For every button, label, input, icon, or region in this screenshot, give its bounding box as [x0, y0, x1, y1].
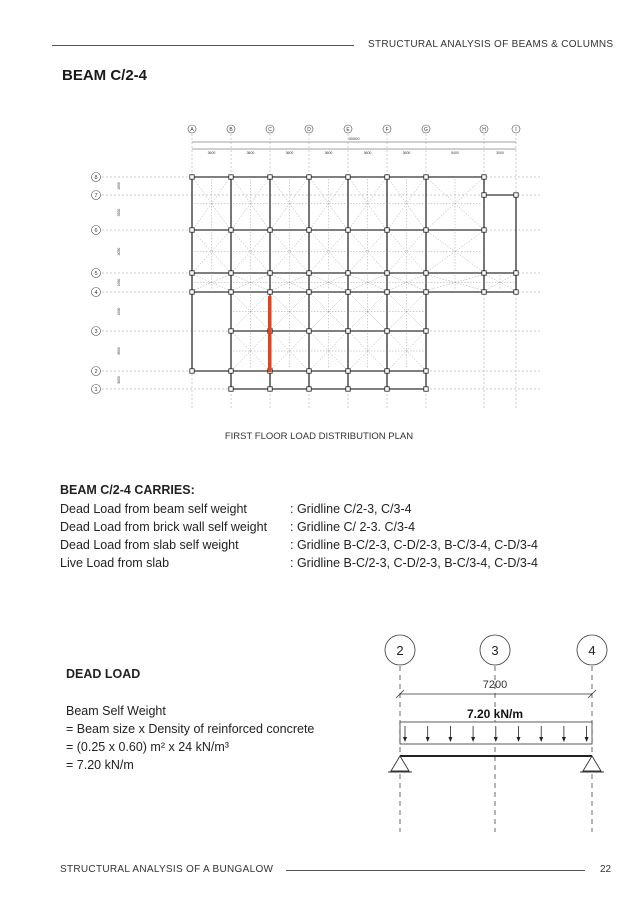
column-marker: [307, 271, 311, 275]
column-marker: [346, 369, 350, 373]
page-number: 22: [600, 864, 612, 875]
slab-panel: [194, 232, 229, 271]
column-marker: [482, 175, 486, 179]
slab-panel: [311, 275, 346, 290]
load-label: Dead Load from slab self weight: [60, 538, 239, 552]
y-dim-label: 1650: [117, 307, 121, 316]
column-marker: [229, 271, 233, 275]
column-marker: [268, 387, 272, 391]
footer-rule: [286, 870, 585, 871]
row-bubble: [92, 385, 101, 394]
load-distribution-plan: [80, 118, 540, 408]
column-label: H: [482, 127, 486, 133]
slab-panel: [389, 333, 424, 369]
x-dim-label: 3600: [324, 151, 333, 155]
x-dimension-labels: [208, 151, 504, 155]
column-label: E: [346, 127, 350, 133]
footer-title: STRUCTURAL ANALYSIS OF A BUNGALOW: [60, 864, 274, 875]
calc-line: Beam Self Weight: [66, 704, 166, 718]
column-marker: [424, 329, 428, 333]
beams: [192, 177, 516, 389]
column-marker: [346, 387, 350, 391]
grid-lines: [102, 134, 540, 408]
slab-panel: [311, 232, 346, 271]
load-row: [60, 500, 538, 518]
slab-panel: [350, 275, 385, 290]
y-dim-label: 1650: [117, 182, 121, 190]
column-bubble: [266, 125, 274, 133]
column-marker: [307, 329, 311, 333]
x-dim-label: 3600: [402, 151, 411, 155]
slab-panel: [350, 333, 385, 369]
dimension-lines: [192, 142, 516, 149]
slab-panel: [350, 179, 385, 228]
y-dim-label: 3600: [117, 376, 121, 384]
column-bubble: [383, 125, 391, 133]
column-marker: [424, 228, 428, 232]
column-marker: [307, 387, 311, 391]
column-marker: [346, 329, 350, 333]
slab-panel: [389, 179, 424, 228]
column-marker: [268, 228, 272, 232]
column-bubble: [480, 125, 488, 133]
column-marker: [385, 271, 389, 275]
column-marker: [482, 228, 486, 232]
column-grid-bubbles: [188, 125, 520, 133]
slab-panel: [272, 333, 307, 369]
x-dim-label: 3600: [246, 151, 255, 155]
highlighted-beam-c-2-4: [268, 296, 272, 372]
slab-panel: [311, 179, 346, 228]
column-marker: [482, 193, 486, 197]
slab-panel: [350, 232, 385, 271]
slab-panel: [272, 294, 307, 329]
column-marker: [385, 175, 389, 179]
column-marker: [229, 228, 233, 232]
column-marker: [385, 387, 389, 391]
row-grid-bubbles: [92, 173, 101, 394]
row-label: 5: [94, 271, 98, 277]
y-dim-label: 3600: [117, 347, 121, 355]
column-marker: [385, 228, 389, 232]
beam-load-diagram: [370, 632, 620, 837]
column-label: F: [385, 127, 389, 133]
column-marker: [190, 290, 194, 294]
column-bubble: [188, 125, 196, 133]
column-marker: [229, 290, 233, 294]
column-marker: [346, 228, 350, 232]
column-marker: [385, 290, 389, 294]
column-marker: [229, 387, 233, 391]
x-dim-label: 3600: [363, 151, 372, 155]
column-bubble: [344, 125, 352, 133]
slab-panel: [350, 294, 385, 329]
column-marker: [385, 329, 389, 333]
row-label: 7: [94, 193, 98, 199]
header-title: STRUCTURAL ANALYSIS OF BEAMS & COLUMNS: [368, 39, 614, 50]
column-marker: [424, 175, 428, 179]
row-bubble: [92, 288, 101, 297]
dead-load-title: DEAD LOAD: [66, 667, 141, 681]
slab-panel: [272, 275, 307, 290]
column-marker: [229, 369, 233, 373]
row-label: 4: [94, 290, 98, 296]
column-label: D: [307, 127, 311, 133]
load-value: : Gridline C/ 2-3. C/3-4: [290, 520, 416, 534]
slab-panel: [233, 232, 268, 271]
dead-load-calculation: [66, 702, 314, 774]
column-bubble: [512, 125, 520, 133]
column-label: I: [515, 127, 517, 133]
slab-panel: [233, 179, 268, 228]
slab-panels: [194, 179, 514, 369]
span-label: 7200: [482, 679, 508, 691]
carries-title: BEAM C/2-4 CARRIES:: [60, 483, 195, 497]
load-row: [60, 554, 538, 572]
row-bubble: [92, 191, 101, 200]
slab-panel: [233, 275, 268, 290]
column-marker: [482, 271, 486, 275]
load-label: 7.20 kN/m: [466, 707, 524, 721]
node-label: 3: [491, 643, 499, 658]
slab-panel: [233, 333, 268, 369]
row-bubble: [92, 226, 101, 235]
slab-panel: [428, 275, 482, 290]
load-label: Dead Load from beam self weight: [60, 502, 247, 516]
row-label: 2: [94, 369, 98, 375]
slab-panel: [233, 294, 268, 329]
load-label: Dead Load from brick wall self weight: [60, 520, 268, 534]
load-label: Live Load from slab: [60, 556, 170, 570]
row-label: 1: [94, 387, 98, 393]
column-label: B: [229, 127, 233, 133]
y-dimension-labels: [117, 182, 121, 384]
slab-panel: [428, 179, 482, 228]
column-marker: [346, 271, 350, 275]
slab-panel: [311, 333, 346, 369]
column-marker: [190, 369, 194, 373]
calc-line: = Beam size x Density of reinforced concrete: [66, 722, 315, 736]
column-marker: [268, 175, 272, 179]
load-value: : Gridline B-C/2-3, C-D/2-3, B-C/3-4, C-D/3-4: [290, 556, 538, 570]
column-marker: [268, 290, 272, 294]
overall-dimension: 30000: [348, 136, 360, 141]
slab-panel: [486, 275, 514, 290]
slab-panel: [389, 294, 424, 329]
slab-panel: [428, 232, 482, 271]
column-bubble: [305, 125, 313, 133]
calc-line: = (0.25 x 0.60) m² x 24 kN/m³: [66, 740, 229, 754]
page-title: BEAM C/2-4: [62, 67, 148, 84]
column-marker: [307, 228, 311, 232]
column-marker: [514, 290, 518, 294]
row-bubble: [92, 367, 101, 376]
column-marker: [268, 271, 272, 275]
slab-panel: [272, 232, 307, 271]
slab-panel: [272, 179, 307, 228]
column-label: A: [190, 127, 194, 133]
calc-line: = 7.20 kN/m: [66, 758, 134, 772]
column-marker: [385, 369, 389, 373]
plan-caption: FIRST FLOOR LOAD DISTRIBUTION PLAN: [224, 431, 414, 442]
row-bubble: [92, 327, 101, 336]
columns: [190, 175, 518, 391]
column-marker: [190, 228, 194, 232]
x-dim-label: 3600: [207, 151, 216, 155]
load-value: : Gridline B-C/2-3, C-D/2-3, B-C/3-4, C-D/3-4: [290, 538, 538, 552]
column-bubble: [422, 125, 430, 133]
row-bubble: [92, 173, 101, 182]
row-label: 3: [94, 329, 98, 335]
slab-panel: [194, 275, 229, 290]
column-marker: [514, 271, 518, 275]
column-marker: [307, 175, 311, 179]
column-marker: [307, 290, 311, 294]
column-marker: [514, 193, 518, 197]
node-label: 2: [396, 643, 404, 658]
y-dim-label: 3350: [117, 208, 121, 217]
load-row: [60, 518, 538, 536]
load-value: : Gridline C/2-3, C/3-4: [290, 502, 412, 516]
column-marker: [482, 290, 486, 294]
row-label: 6: [94, 228, 98, 234]
node-label: 4: [588, 643, 596, 658]
column-marker: [190, 271, 194, 275]
slab-panel: [194, 179, 229, 228]
column-marker: [346, 175, 350, 179]
column-marker: [346, 290, 350, 294]
column-marker: [424, 271, 428, 275]
slab-panel: [389, 275, 424, 290]
row-label: 8: [94, 175, 98, 181]
row-bubble: [92, 269, 101, 278]
column-label: G: [424, 127, 428, 133]
y-dim-label: 1650: [117, 278, 121, 287]
carries-list: [60, 500, 538, 572]
slab-panel: [311, 294, 346, 329]
column-marker: [229, 175, 233, 179]
slab-panel: [389, 232, 424, 271]
column-marker: [190, 175, 194, 179]
column-marker: [424, 387, 428, 391]
x-dim-label: 5400: [451, 151, 459, 155]
column-marker: [424, 290, 428, 294]
pin-support-left: [391, 756, 409, 771]
x-dim-label: 3000: [496, 151, 504, 155]
column-marker: [229, 329, 233, 333]
load-row: [60, 536, 538, 554]
column-label: C: [268, 127, 272, 133]
column-marker: [307, 369, 311, 373]
pin-support-right: [583, 756, 601, 771]
header-rule: [52, 45, 354, 46]
y-dim-label: 4050: [117, 247, 121, 256]
column-bubble: [227, 125, 235, 133]
x-dim-label: 3600: [285, 151, 294, 155]
column-marker: [424, 369, 428, 373]
